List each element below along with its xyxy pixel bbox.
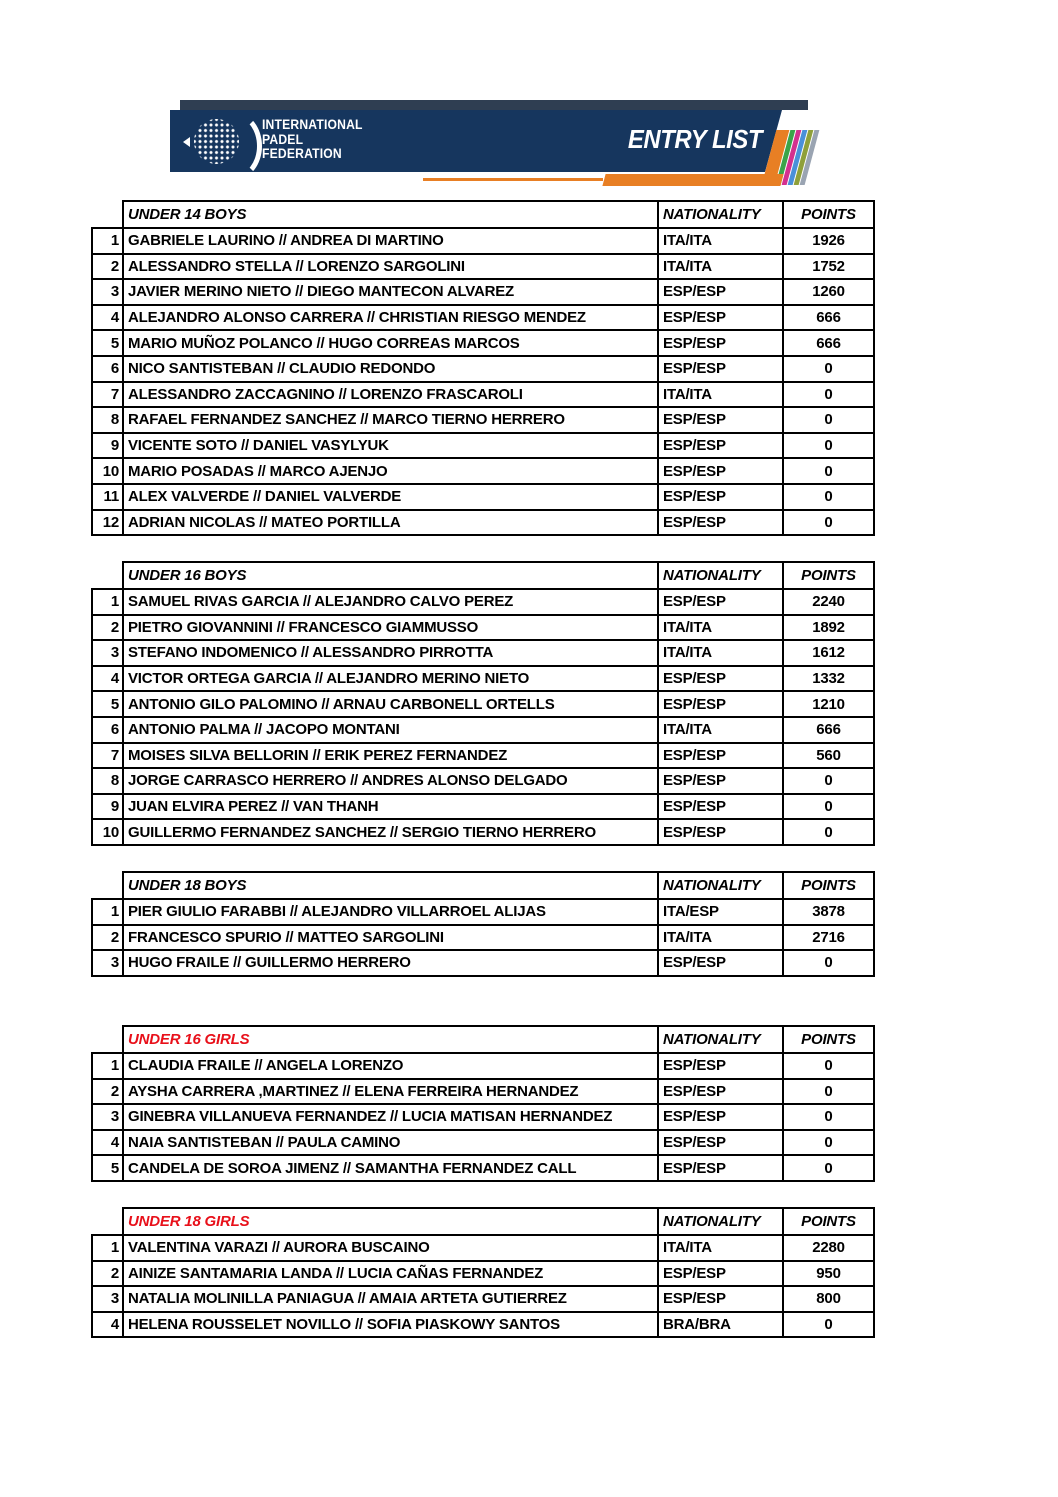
names-cell: NATALIA MOLINILLA PANIAGUA // AMAIA ARTETA GUTIERREZ — [123, 1286, 658, 1312]
table-row — [92, 510, 874, 536]
rank-cell: 9 — [92, 433, 123, 459]
nationality-cell: ESP/ESP — [658, 589, 783, 615]
rank-cell: 5 — [92, 330, 123, 356]
nationality-cell: ESP/ESP — [658, 305, 783, 331]
table-row — [92, 615, 874, 641]
rank-cell: 8 — [92, 768, 123, 794]
names-cell: MARIO POSADAS // MARCO AJENJO — [123, 458, 658, 484]
entry-table-under-16-girls — [91, 1025, 875, 1182]
entry-table-under-18-boys — [91, 871, 875, 977]
nationality-cell: ESP/ESP — [658, 330, 783, 356]
table-header-row — [92, 201, 874, 228]
names-cell: JUAN ELVIRA PEREZ // VAN THANH — [123, 794, 658, 820]
table-title: UNDER 18 GIRLS — [123, 1208, 658, 1235]
table-title: UNDER 14 BOYS — [123, 201, 658, 228]
table-row — [92, 794, 874, 820]
points-cell: 0 — [783, 382, 874, 408]
points-cell: 800 — [783, 1286, 874, 1312]
table-row — [92, 640, 874, 666]
table-row — [92, 925, 874, 951]
nationality-header: NATIONALITY — [658, 872, 783, 899]
rank-cell: 4 — [92, 666, 123, 692]
nationality-cell: ESP/ESP — [658, 1104, 783, 1130]
names-cell: HUGO FRAILE // GUILLERMO HERRERO — [123, 950, 658, 976]
nationality-cell: ESP/ESP — [658, 794, 783, 820]
table-row — [92, 484, 874, 510]
points-cell: 1926 — [783, 228, 874, 254]
ipf-logo-text — [262, 118, 363, 162]
table-row — [92, 254, 874, 280]
table-row — [92, 589, 874, 615]
rank-cell: 5 — [92, 691, 123, 717]
nationality-cell: ITA/ESP — [658, 899, 783, 925]
rank-cell: 6 — [92, 356, 123, 382]
points-header: POINTS — [783, 201, 874, 228]
rank-cell: 2 — [92, 254, 123, 280]
table-row — [92, 1312, 874, 1338]
table-title: UNDER 18 BOYS — [123, 872, 658, 899]
nationality-cell: ESP/ESP — [658, 1155, 783, 1181]
names-cell: MOISES SILVA BELLORIN // ERIK PEREZ FERNANDEZ — [123, 743, 658, 769]
points-cell: 0 — [783, 407, 874, 433]
nationality-header: NATIONALITY — [658, 1026, 783, 1053]
points-header: POINTS — [783, 1208, 874, 1235]
orange-underline-decoration — [423, 178, 603, 181]
names-cell: CLAUDIA FRAILE // ANGELA LORENZO — [123, 1053, 658, 1079]
rank-cell: 3 — [92, 279, 123, 305]
nationality-cell: ESP/ESP — [658, 279, 783, 305]
rank-cell: 10 — [92, 819, 123, 845]
table-row — [92, 1235, 874, 1261]
rank-cell: 5 — [92, 1155, 123, 1181]
names-cell: FRANCESCO SPURIO // MATTEO SARGOLINI — [123, 925, 658, 951]
rank-cell: 2 — [92, 615, 123, 641]
table-row — [92, 950, 874, 976]
table-row — [92, 356, 874, 382]
table-row — [92, 330, 874, 356]
names-cell: RAFAEL FERNANDEZ SANCHEZ // MARCO TIERNO HERRERO — [123, 407, 658, 433]
rank-cell: 3 — [92, 950, 123, 976]
nationality-cell: ESP/ESP — [658, 1079, 783, 1105]
table-row — [92, 717, 874, 743]
table-row — [92, 228, 874, 254]
points-header: POINTS — [783, 1026, 874, 1053]
points-cell: 2716 — [783, 925, 874, 951]
points-cell: 560 — [783, 743, 874, 769]
names-cell: AYSHA CARRERA ,MARTINEZ // ELENA FERREIRA HERNANDEZ — [123, 1079, 658, 1105]
table-row — [92, 691, 874, 717]
nationality-cell: ESP/ESP — [658, 407, 783, 433]
nationality-cell: ESP/ESP — [658, 458, 783, 484]
nationality-cell: ESP/ESP — [658, 1130, 783, 1156]
points-cell: 0 — [783, 1312, 874, 1338]
rank-cell: 4 — [92, 1312, 123, 1338]
logo-text-line: FEDERATION — [262, 146, 342, 161]
nationality-cell: ESP/ESP — [658, 433, 783, 459]
table-header-row — [92, 562, 874, 589]
rank-cell: 2 — [92, 1261, 123, 1287]
points-cell: 0 — [783, 1104, 874, 1130]
names-cell: ADRIAN NICOLAS // MATEO PORTILLA — [123, 510, 658, 536]
names-cell: AINIZE SANTAMARIA LANDA // LUCIA CAÑAS FERNANDEZ — [123, 1261, 658, 1287]
table-header-row — [92, 1026, 874, 1053]
points-cell: 3878 — [783, 899, 874, 925]
names-cell: NAIA SANTISTEBAN // PAULA CAMINO — [123, 1130, 658, 1156]
names-cell: STEFANO INDOMENICO // ALESSANDRO PIRROTTA — [123, 640, 658, 666]
names-cell: ALESSANDRO ZACCAGNINO // LORENZO FRASCAROLI — [123, 382, 658, 408]
rank-cell: 4 — [92, 305, 123, 331]
points-cell: 0 — [783, 1079, 874, 1105]
names-cell: ALEX VALVERDE // DANIEL VALVERDE — [123, 484, 658, 510]
table-row — [92, 1155, 874, 1181]
names-cell: MARIO MUÑOZ POLANCO // HUGO CORREAS MARCOS — [123, 330, 658, 356]
table-row — [92, 666, 874, 692]
logo-text-line: PADEL — [262, 131, 304, 147]
table-row — [92, 1053, 874, 1079]
header-spacer-cell — [92, 201, 123, 228]
points-cell: 0 — [783, 510, 874, 536]
nationality-cell: ESP/ESP — [658, 1261, 783, 1287]
banner-top-strip — [180, 100, 808, 110]
logo-triangle-icon — [183, 137, 190, 147]
orange-bar-decoration — [602, 174, 783, 186]
table-row — [92, 1286, 874, 1312]
nationality-cell: ITA/ITA — [658, 254, 783, 280]
nationality-cell: ESP/ESP — [658, 666, 783, 692]
table — [91, 1025, 875, 1182]
entry-table-under-14-boys — [91, 200, 875, 536]
names-cell: CANDELA DE SOROA JIMENZ // SAMANTHA FERNANDEZ CALL — [123, 1155, 658, 1181]
points-cell: 2280 — [783, 1235, 874, 1261]
header-spacer-cell — [92, 1208, 123, 1235]
table-row — [92, 279, 874, 305]
nationality-cell: ITA/ITA — [658, 1235, 783, 1261]
points-cell: 1210 — [783, 691, 874, 717]
table-row — [92, 743, 874, 769]
table-row — [92, 1079, 874, 1105]
nationality-header: NATIONALITY — [658, 201, 783, 228]
nationality-cell: ITA/ITA — [658, 615, 783, 641]
names-cell: SAMUEL RIVAS GARCIA // ALEJANDRO CALVO PEREZ — [123, 589, 658, 615]
rank-cell: 8 — [92, 407, 123, 433]
table-row — [92, 433, 874, 459]
points-cell: 2240 — [783, 589, 874, 615]
nationality-cell: ESP/ESP — [658, 484, 783, 510]
table-row — [92, 1104, 874, 1130]
nationality-cell: ITA/ITA — [658, 640, 783, 666]
nationality-cell: ESP/ESP — [658, 819, 783, 845]
table-row — [92, 305, 874, 331]
nationality-cell: ESP/ESP — [658, 691, 783, 717]
names-cell: GINEBRA VILLANUEVA FERNANDEZ // LUCIA MATISAN HERNANDEZ — [123, 1104, 658, 1130]
points-cell: 0 — [783, 356, 874, 382]
names-cell: GABRIELE LAURINO // ANDREA DI MARTINO — [123, 228, 658, 254]
points-cell: 0 — [783, 768, 874, 794]
rank-cell: 4 — [92, 1130, 123, 1156]
entry-table-under-16-boys — [91, 561, 875, 846]
points-cell: 1332 — [783, 666, 874, 692]
table-row — [92, 899, 874, 925]
table-title: UNDER 16 BOYS — [123, 562, 658, 589]
entry-list-title: ENTRY LIST — [627, 124, 762, 154]
points-cell: 1752 — [783, 254, 874, 280]
table-row — [92, 819, 874, 845]
entry-table-under-18-girls — [91, 1207, 875, 1338]
points-cell: 1612 — [783, 640, 874, 666]
names-cell: ALEJANDRO ALONSO CARRERA // CHRISTIAN RIESGO MENDEZ — [123, 305, 658, 331]
names-cell: PIER GIULIO FARABBI // ALEJANDRO VILLARROEL ALIJAS — [123, 899, 658, 925]
rank-cell: 11 — [92, 484, 123, 510]
table — [91, 200, 875, 536]
table-header-row — [92, 1208, 874, 1235]
table-row — [92, 407, 874, 433]
names-cell: GUILLERMO FERNANDEZ SANCHEZ // SERGIO TIERNO HERRERO — [123, 819, 658, 845]
rank-cell: 12 — [92, 510, 123, 536]
points-header: POINTS — [783, 872, 874, 899]
rank-cell: 1 — [92, 589, 123, 615]
nationality-cell: ESP/ESP — [658, 768, 783, 794]
points-cell: 666 — [783, 717, 874, 743]
rank-cell: 10 — [92, 458, 123, 484]
names-cell: PIETRO GIOVANNINI // FRANCESCO GIAMMUSSO — [123, 615, 658, 641]
rank-cell: 1 — [92, 228, 123, 254]
points-cell: 1260 — [783, 279, 874, 305]
rank-cell: 2 — [92, 925, 123, 951]
points-cell: 0 — [783, 1053, 874, 1079]
table-row — [92, 768, 874, 794]
names-cell: VICTOR ORTEGA GARCIA // ALEJANDRO MERINO NIETO — [123, 666, 658, 692]
rank-cell: 1 — [92, 1053, 123, 1079]
header-banner — [170, 100, 818, 188]
rank-cell: 7 — [92, 743, 123, 769]
names-cell: HELENA ROUSSELET NOVILLO // SOFIA PIASKOWY SANTOS — [123, 1312, 658, 1338]
points-cell: 0 — [783, 819, 874, 845]
nationality-cell: ITA/ITA — [658, 925, 783, 951]
points-header: POINTS — [783, 562, 874, 589]
table-header-row — [92, 872, 874, 899]
table — [91, 871, 875, 977]
rank-cell: 3 — [92, 1104, 123, 1130]
nationality-header: NATIONALITY — [658, 1208, 783, 1235]
table — [91, 1207, 875, 1338]
nationality-cell: ESP/ESP — [658, 950, 783, 976]
points-cell: 0 — [783, 1130, 874, 1156]
rank-cell: 7 — [92, 382, 123, 408]
nationality-cell: ESP/ESP — [658, 1053, 783, 1079]
nationality-cell: ESP/ESP — [658, 356, 783, 382]
points-cell: 0 — [783, 433, 874, 459]
nationality-cell: ITA/ITA — [658, 228, 783, 254]
nationality-cell: BRA/BRA — [658, 1312, 783, 1338]
names-cell: ALESSANDRO STELLA // LORENZO SARGOLINI — [123, 254, 658, 280]
nationality-cell: ESP/ESP — [658, 743, 783, 769]
rank-cell: 2 — [92, 1079, 123, 1105]
rank-cell: 3 — [92, 640, 123, 666]
table — [91, 561, 875, 846]
rank-cell: 3 — [92, 1286, 123, 1312]
points-cell: 0 — [783, 1155, 874, 1181]
nationality-cell: ITA/ITA — [658, 382, 783, 408]
points-cell: 0 — [783, 484, 874, 510]
rank-cell: 1 — [92, 899, 123, 925]
names-cell: VICENTE SOTO // DANIEL VASYLYUK — [123, 433, 658, 459]
logo-text-line: INTERNATIONAL — [262, 117, 363, 132]
points-cell: 666 — [783, 305, 874, 331]
header-spacer-cell — [92, 562, 123, 589]
points-cell: 0 — [783, 950, 874, 976]
names-cell: VALENTINA VARAZI // AURORA BUSCAINO — [123, 1235, 658, 1261]
points-cell: 0 — [783, 794, 874, 820]
header-spacer-cell — [92, 872, 123, 899]
names-cell: ANTONIO PALMA // JACOPO MONTANI — [123, 717, 658, 743]
rank-cell: 1 — [92, 1235, 123, 1261]
points-cell: 950 — [783, 1261, 874, 1287]
nationality-cell: ITA/ITA — [658, 717, 783, 743]
table-row — [92, 1261, 874, 1287]
table-row — [92, 1130, 874, 1156]
table-title: UNDER 16 GIRLS — [123, 1026, 658, 1053]
rank-cell: 9 — [92, 794, 123, 820]
table-row — [92, 382, 874, 408]
header-spacer-cell — [92, 1026, 123, 1053]
names-cell: NICO SANTISTEBAN // CLAUDIO REDONDO — [123, 356, 658, 382]
rank-cell: 6 — [92, 717, 123, 743]
logo-arc-icon — [208, 112, 262, 180]
nationality-header: NATIONALITY — [658, 562, 783, 589]
table-row — [92, 458, 874, 484]
points-cell: 1892 — [783, 615, 874, 641]
names-cell: JAVIER MERINO NIETO // DIEGO MANTECON ALVAREZ — [123, 279, 658, 305]
points-cell: 0 — [783, 458, 874, 484]
nationality-cell: ESP/ESP — [658, 1286, 783, 1312]
points-cell: 666 — [783, 330, 874, 356]
nationality-cell: ESP/ESP — [658, 510, 783, 536]
names-cell: ANTONIO GILO PALOMINO // ARNAU CARBONELL ORTELLS — [123, 691, 658, 717]
names-cell: JORGE CARRASCO HERRERO // ANDRES ALONSO DELGADO — [123, 768, 658, 794]
